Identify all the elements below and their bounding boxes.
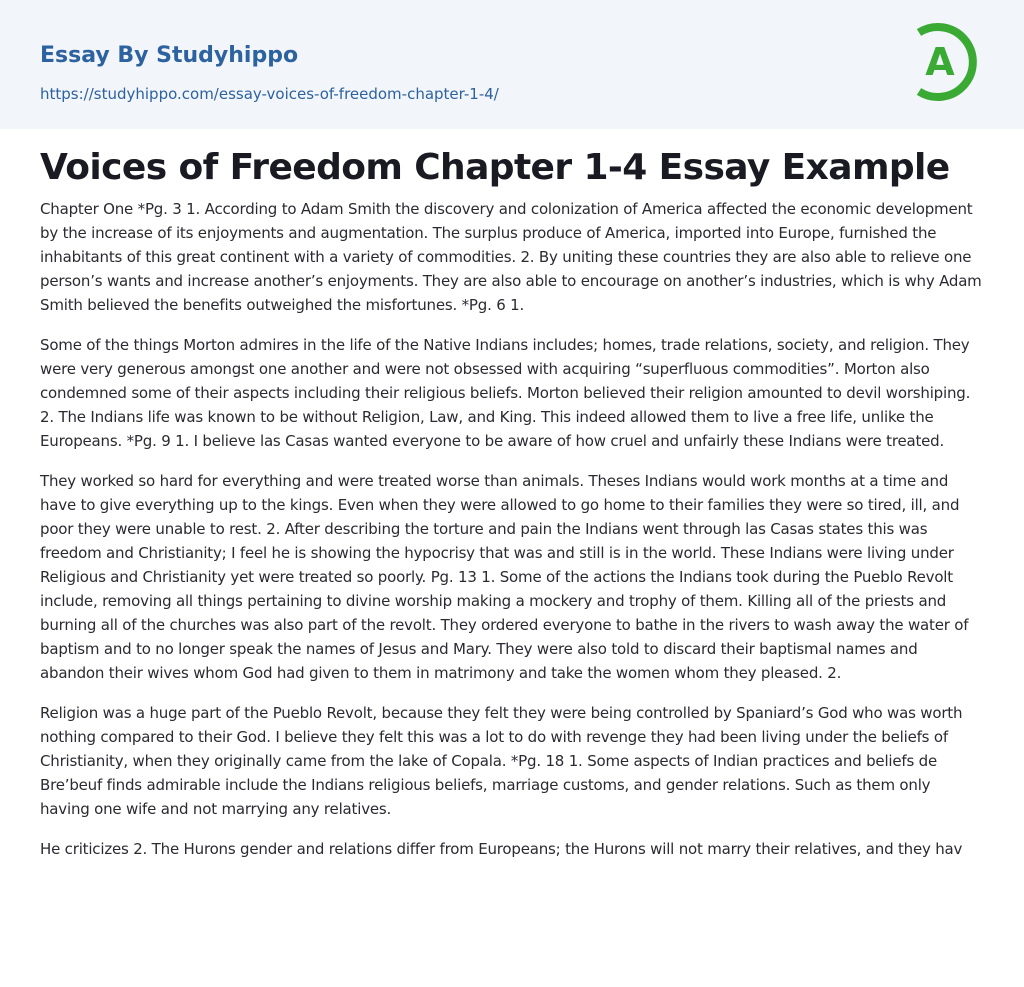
logo-letter: A xyxy=(925,40,955,84)
studyhippo-logo-icon[interactable] xyxy=(912,19,986,105)
article-paragraph-2: Some of the things Morton admires in the life of the Native Indians includes; homes, trade relations, society, and religion. They were very generous amongst one another and were not obsessed with acquiring “superfluous commodities”. Morton also condemned some of their aspects including their religious beliefs. Morton believed their religion amounted to devil worshiping. 2. The Indians life was known to be without Religion, Law, and King. This indeed allowed them to live a free life, unlike the Europeans. *Pg. 9 1. I believe las Casas wanted everyone to be aware of how cruel and unfairly these Indians were treated. xyxy=(40,336,971,450)
page-title: Voices of Freedom Chapter 1-4 Essay Example xyxy=(40,147,950,188)
article-paragraph-5: He criticizes 2. The Hurons gender and relations differ from Europeans; the Hurons will not marry their relatives, and they hav xyxy=(40,840,963,858)
site-header xyxy=(0,0,1024,129)
article xyxy=(0,129,1024,861)
article-url-link[interactable]: https://studyhippo.com/essay-voices-of-freedom-chapter-1-4/ xyxy=(40,85,499,103)
site-title[interactable]: Essay By Studyhippo xyxy=(40,43,299,68)
article-paragraph-4: Religion was a huge part of the Pueblo Revolt, because they felt they were being controlled by Spaniard’s God who was worth nothing compared to their God. I believe they felt this was a lot to do with revenge they had been living under the beliefs of Christianity, when they originally came from the lake of Copala. *Pg. 18 1. Some aspects of Indian practices and beliefs de Bre’beuf finds admirable include the Indians religious beliefs, marriage customs, and gender relations. Such as them only having one wife and not marrying any relatives. xyxy=(40,704,963,818)
article-paragraph-1: Chapter One *Pg. 3 1. According to Adam Smith the discovery and colonization of America affected the economic development by the increase of its enjoyments and augmentation. The surplus produce of America, imported into Europe, furnished the inhabitants of this great continent with a variety of commodities. 2. By uniting these countries they are also able to relieve one person’s wants and increase another’s enjoyments. They are also able to encourage on another’s industries, which is why Adam Smith believed the benefits outweighed the misfortunes. *Pg. 6 1. xyxy=(40,200,982,314)
article-paragraph-3: They worked so hard for everything and were treated worse than animals. Theses Indians would work months at a time and have to give everything up to the kings. Even when they were allowed to go home to their families they were so tired, ill, and poor they were unable to rest. 2. After describing the torture and pain the Indians went through las Casas states this was freedom and Christianity; I feel he is showing the hypocrisy that was and still is in the world. These Indians were living under Religious and Christianity yet were treated so poorly. Pg. 13 1. Some of the actions the Indians took during the Pueblo Revolt include, removing all things pertaining to divine worship making a mockery and trophy of them. Killing all of the priests and burning all of the churches was also part of the revolt. They ordered everyone to bathe in the rivers to wash away the water of baptism and to no longer speak the names of Jesus and Mary. They were also told to discard their baptismal names and abandon their wives whom God had given to them in matrimony and take the women whom they pleased. 2. xyxy=(40,472,969,682)
